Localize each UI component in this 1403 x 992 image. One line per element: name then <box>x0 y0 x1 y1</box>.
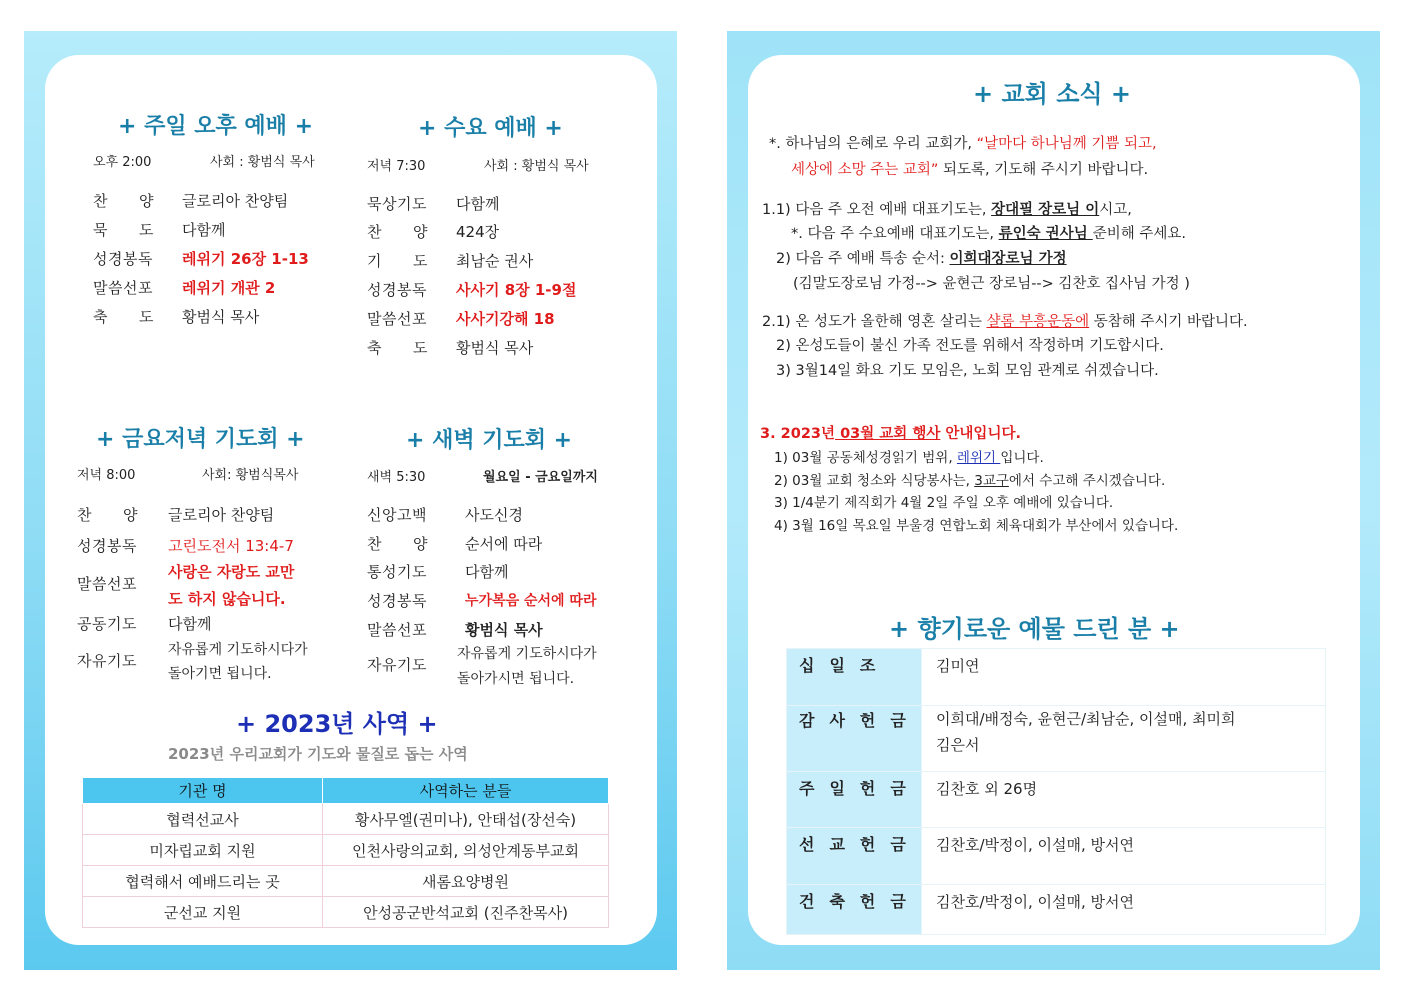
wednesday-host: 사회 : 황범식 목사 <box>484 159 589 174</box>
reading-range: 레위기 <box>956 450 1001 466</box>
news-item-1 <box>762 198 1132 219</box>
sunday-pm-time: 오후 2:00 <box>93 155 152 170</box>
news-text: 2.1) 온 성도가 올한해 영혼 살리는 <box>762 314 987 330</box>
ministry-table <box>82 777 609 928</box>
table-header-row <box>83 778 609 804</box>
offering-names-line: 김미연 <box>936 657 980 675</box>
table-cell: 인천사랑의교회, 의성안계동부교회 <box>323 835 609 866</box>
news-intro-text: *. 하나님의 은혜로 우리 교회가, <box>769 136 977 152</box>
friday-value: 다함께 <box>168 615 212 633</box>
dawn-label: 통성기도 <box>367 563 427 581</box>
dawn-free-prayer-line2: 돌아가시면 됩니다. <box>457 671 575 687</box>
wednesday-value: 최남순 권사 <box>456 252 534 270</box>
offering-names <box>922 828 1326 885</box>
friday-value: 글로리아 찬양팀 <box>168 506 275 524</box>
table-row <box>787 706 1326 772</box>
sunday-pm-label: 말씀선포 <box>93 279 153 297</box>
news-item-5: 3) 3월14일 화요 기도 모임은, 노회 모임 관계로 쉬겠습니다. <box>776 363 1159 379</box>
offering-label: 십일조 <box>787 649 922 706</box>
news-text: 준비해 주세요. <box>1092 226 1187 242</box>
offering-names-line: 김찬호/박정이, 이설매, 방서연 <box>936 893 1135 911</box>
dawn-value: 순서에 따라 <box>465 535 543 553</box>
offering-label: 주일헌금 <box>787 772 922 828</box>
events-title-text: 안내입니다. <box>940 426 1021 442</box>
dawn-label: 신앙고백 <box>367 506 427 524</box>
dawn-free-prayer: 자유롭게 기도하시다가 <box>457 646 597 662</box>
dawn-scripture: 누가복음 순서에 따라 <box>465 593 597 609</box>
wednesday-time: 저녁 7:30 <box>367 159 426 174</box>
friday-time: 저녁 8:00 <box>77 468 136 483</box>
table-header: 기관 명 <box>83 778 323 804</box>
news-text: 시고, <box>1099 202 1132 218</box>
news-special-song: 이희대장로님 가정 <box>949 251 1067 267</box>
table-cell: 군선교 지원 <box>83 897 323 928</box>
dawn-label: 말씀선포 <box>367 621 427 639</box>
news-intro-line2 <box>791 158 1148 179</box>
friday-free-prayer-line2: 돌아기면 됩니다. <box>168 666 272 682</box>
sunday-pm-sermon: 레위기 개관 2 <box>182 279 276 297</box>
sunday-pm-value: 다함께 <box>182 221 226 239</box>
events-title-text: 03월 교회 행사 <box>835 426 941 442</box>
dawn-value: 다함께 <box>465 563 509 581</box>
offering-label: 감사헌금 <box>787 706 922 772</box>
friday-label: 찬 양 <box>77 506 138 524</box>
dawn-label: 찬 양 <box>367 535 428 553</box>
table-cell: 협력해서 예배드리는 곳 <box>83 866 323 897</box>
table-row <box>787 885 1326 935</box>
table-row <box>787 828 1326 885</box>
sunday-pm-label: 묵 도 <box>93 221 154 239</box>
table-cell: 협력선교사 <box>83 804 323 835</box>
ministry-title: + 2023년 사역 + <box>236 710 438 738</box>
news-text: 입니다. <box>1000 450 1044 466</box>
wednesday-value: 황범식 목사 <box>456 339 534 357</box>
sunday-pm-value: 글로리아 찬양팀 <box>182 192 289 210</box>
sunday-pm-label: 축 도 <box>93 308 154 326</box>
wednesday-title: + 수요 예배 + <box>418 116 563 141</box>
news-text: 1.1) 다음 주 오전 예배 대표기도는, <box>762 202 992 218</box>
sunday-pm-label: 찬 양 <box>93 192 154 210</box>
table-row <box>83 866 609 897</box>
news-text: 2) 03월 교회 청소와 식당봉사는, <box>774 473 975 489</box>
news-intro-motto: “날마다 하나님께 기쁨 되고, <box>976 136 1157 152</box>
news-text: 2) 다음 주 예배 특송 순서: <box>776 251 950 267</box>
friday-sermon-line2: 도 하지 않습니다. <box>168 590 286 608</box>
event-item-2 <box>774 469 1165 489</box>
wednesday-label: 찬 양 <box>367 223 428 241</box>
event-item-1 <box>774 446 1044 466</box>
offering-names-line: 김은서 <box>936 736 980 754</box>
news-text: 에서 수고해 주시겠습니다. <box>1008 473 1166 489</box>
news-shalom-movement: 샬롬 부흥운동에 <box>986 314 1090 330</box>
news-text: 동참해 주시기 바랍니다. <box>1089 314 1248 330</box>
offering-names-line: 김찬호 외 26명 <box>936 780 1038 798</box>
friday-scripture: 고린도전서 13:4-7 <box>168 537 294 555</box>
news-title: + 교회 소식 + <box>973 80 1132 108</box>
friday-host: 사회: 황범식목사 <box>202 468 299 483</box>
table-row <box>83 835 609 866</box>
dawn-label: 성경봉독 <box>367 592 427 610</box>
news-text: *. 다음 주 수요예배 대표기도는, <box>791 226 999 242</box>
table-cell: 안성공군반석교회 (진주찬목사) <box>323 897 609 928</box>
wednesday-label: 묵상기도 <box>367 195 427 213</box>
offering-names <box>922 885 1326 935</box>
news-intro-line1 <box>769 132 1157 153</box>
news-text: 1) 03월 공동체성경읽기 범위, <box>774 450 957 466</box>
news-item-2-order: (김말도장로님 가정--> 윤현근 장로님--> 김찬호 집사님 가정 ) <box>793 276 1190 292</box>
dawn-value: 사도신경 <box>465 506 523 524</box>
wednesday-scripture: 사사기 8장 1-9절 <box>456 281 577 299</box>
sunday-pm-value: 황범식 목사 <box>182 308 260 326</box>
wednesday-value: 424장 <box>456 223 500 241</box>
event-item-4: 4) 3월 16일 목요일 부울경 연합노회 체육대회가 부산에서 있습니다. <box>774 518 1179 534</box>
table-cell: 황사무엘(권미나), 안태섭(장선숙) <box>323 804 609 835</box>
offering-names-line: 이희대/배정숙, 윤현근/최남순, 이설매, 최미희 <box>936 710 1236 728</box>
news-prayer-leader: 장대필 장로님 이 <box>991 202 1100 218</box>
friday-title: + 금요저녁 기도회 + <box>96 427 305 452</box>
sunday-pm-title: + 주일 오후 예배 + <box>118 114 314 139</box>
events-title-text: 3. 2023년 <box>760 426 836 442</box>
wednesday-sermon: 사사기강해 18 <box>456 310 555 328</box>
news-item-3 <box>762 310 1248 331</box>
news-intro-motto-cont: 세상에 소망 주는 교회” <box>791 162 939 178</box>
friday-label: 자유기도 <box>77 652 137 670</box>
table-header: 사역하는 분들 <box>323 778 609 804</box>
news-item-2 <box>776 247 1067 268</box>
table-cell: 새롬요양병원 <box>323 866 609 897</box>
wednesday-label: 말씀선포 <box>367 310 427 328</box>
events-title <box>760 422 1021 443</box>
offering-names-line: 김찬호/박정이, 이설매, 방서연 <box>936 836 1135 854</box>
dawn-time: 새벽 5:30 <box>367 470 426 485</box>
friday-label: 성경봉독 <box>77 537 137 555</box>
friday-free-prayer: 자유롭게 기도하시다가 <box>168 642 308 658</box>
offering-title: + 향기로운 예물 드린 분 + <box>889 615 1180 643</box>
table-row <box>83 804 609 835</box>
wednesday-label: 기 도 <box>367 252 428 270</box>
offering-label: 건축헌금 <box>787 885 922 935</box>
news-intro-text: 되도록, 기도해 주시기 바랍니다. <box>938 162 1149 178</box>
dawn-label: 자유기도 <box>367 656 427 674</box>
news-prayer-leader: 류인숙 권사님 <box>998 226 1093 242</box>
news-item-4: 2) 온성도들이 불신 가족 전도를 위해서 작정하며 기도합시다. <box>776 338 1164 354</box>
news-item-1-sub <box>791 222 1186 243</box>
friday-label: 말씀선포 <box>77 575 137 593</box>
friday-label: 공동기도 <box>77 615 137 633</box>
dawn-title: + 새벽 기도회 + <box>406 428 573 453</box>
table-cell: 미자립교회 지원 <box>83 835 323 866</box>
dawn-days: 월요일 - 금요일까지 <box>483 470 598 485</box>
offering-names <box>922 706 1326 772</box>
offering-names <box>922 772 1326 828</box>
table-row <box>787 772 1326 828</box>
event-item-3: 3) 1/4분기 제직회가 4월 2일 주일 오후 예배에 있습니다. <box>774 495 1114 511</box>
sunday-pm-host: 사회 : 황범식 목사 <box>210 155 315 170</box>
wednesday-value: 다함께 <box>456 195 500 213</box>
friday-sermon: 사랑은 자랑도 교만 <box>168 563 295 581</box>
wednesday-label: 축 도 <box>367 339 428 357</box>
ministry-subtitle: 2023년 우리교회가 기도와 물질로 돕는 사역 <box>168 745 468 763</box>
sunday-pm-label: 성경봉독 <box>93 250 153 268</box>
wednesday-label: 성경봉독 <box>367 281 427 299</box>
offering-table <box>786 648 1326 935</box>
district-name: 3교구 <box>974 473 1009 489</box>
offering-label: 선교헌금 <box>787 828 922 885</box>
dawn-value: 황범식 목사 <box>465 621 543 639</box>
sunday-pm-scripture: 레위기 26장 1-13 <box>182 250 309 268</box>
table-row <box>787 649 1326 706</box>
table-row <box>83 897 609 928</box>
offering-names <box>922 649 1326 706</box>
